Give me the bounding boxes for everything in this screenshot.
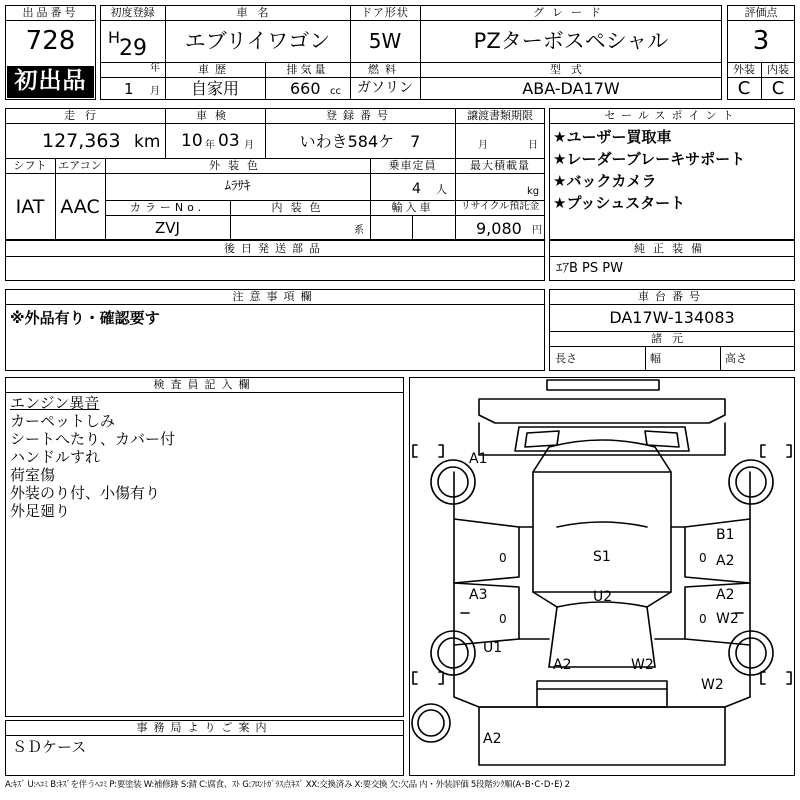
- damage-mark-a2: A2: [483, 731, 502, 747]
- inspector-note: カーペットしみ: [10, 412, 116, 430]
- recycle: 9,080: [476, 219, 522, 238]
- fuel: ガソリン: [357, 80, 413, 96]
- interior-label: 内装: [767, 63, 789, 76]
- history: 自家用: [190, 79, 239, 98]
- damage-mark-u1: U1: [483, 640, 503, 656]
- capacity-unit: 人: [436, 183, 447, 196]
- displacement-label: 排気量: [286, 63, 329, 76]
- transfer-label: 譲渡書類期限: [467, 109, 533, 122]
- inspector-note: エンジン異音: [10, 394, 100, 412]
- office-label: 事務局よりご案内: [136, 721, 273, 734]
- first-listing-badge: 初出品: [7, 66, 94, 98]
- displacement-unit: cc: [330, 86, 341, 97]
- genuine-label: 純正装備: [634, 242, 710, 255]
- listing-number: 728: [25, 26, 76, 56]
- plate: いわき584ケ 7: [299, 132, 421, 151]
- inspection-year-unit: 年: [205, 140, 215, 151]
- ext-color-label: 外装色: [209, 159, 266, 172]
- chassis-number: DA17W-134083: [609, 308, 735, 327]
- damage-mark-a1: A1: [469, 451, 488, 467]
- part-zero-mark: 0: [499, 612, 507, 626]
- caution-label: 注意事項欄: [232, 290, 318, 303]
- first-reg-year-unit: 年: [150, 63, 160, 74]
- era: H: [108, 28, 121, 47]
- mileage-label: 走行: [64, 109, 106, 122]
- int-color-unit: 系: [354, 225, 364, 236]
- ac: AAC: [60, 196, 100, 218]
- import-label: 輸入車: [391, 201, 434, 214]
- car-name-label: 車名: [236, 6, 279, 19]
- door: 5W: [368, 29, 402, 53]
- damage-mark-w2: W2: [701, 677, 724, 693]
- sales-point-item: ★プッシュスタート: [553, 194, 686, 212]
- int-color-label: 内装色: [271, 201, 329, 214]
- grade: PZターボスペシャル: [473, 29, 669, 53]
- inspection-year: 10: [181, 131, 203, 151]
- history-label: 車歴: [198, 63, 232, 76]
- sales-point-item: ★レーダーブレーキサポート: [553, 150, 746, 168]
- shift: IAT: [15, 196, 45, 218]
- sales-point-item: ★ユーザー買取車: [553, 128, 672, 146]
- displacement: 660: [290, 79, 321, 98]
- exterior-label: 外装: [733, 63, 755, 76]
- sales-points-label: セールスポイント: [604, 109, 740, 122]
- inspector-label: 検査員記入欄: [153, 378, 256, 391]
- first-reg-year: 29: [119, 36, 147, 61]
- first-reg-label: 初度登録: [110, 6, 155, 19]
- load-label: 最大積載量: [470, 159, 530, 172]
- office-note: ＳＤケース: [12, 738, 87, 756]
- first-reg-month: 1: [124, 80, 134, 98]
- score: 3: [752, 26, 770, 56]
- inspector-note: 外装のり付、小傷有り: [10, 484, 161, 502]
- legend-text: A:ｷｽﾞ U:ﾍｺﾐ B:ｷｽﾞを伴うﾍｺﾐ P:要塗装 W:補修跡 S:錆 C:腐食、ｽﾄ G:ﾌﾛﾝﾄｶﾞﾗｽ点ｷｽﾞ XX:交換済み X:要交換 欠:欠品 内・外装評価 5段階ﾗﾝｸ順(A･B･C･D･E) 2: [5, 780, 570, 790]
- car-name: エブリイワゴン: [184, 29, 331, 53]
- inspector-note: シートへたり、カバー付: [10, 430, 176, 448]
- chassis-label: 車台番号: [638, 290, 706, 303]
- recycle-label: リサイクル預託金: [460, 201, 540, 212]
- inspector-note: 外足廻り: [10, 502, 71, 520]
- score-label: 評価点: [744, 6, 778, 19]
- damage-mark-u2: U2: [593, 589, 613, 605]
- capacity-label: 乗車定員: [388, 159, 437, 172]
- ext-color: ﾑﾗｻｷ: [224, 179, 251, 194]
- inspection-month: 03: [218, 131, 240, 151]
- color-no: ZVJ: [155, 219, 180, 237]
- capacity: 4: [412, 181, 421, 197]
- part-zero-mark: 0: [499, 551, 507, 565]
- length-label: 長さ: [555, 352, 577, 365]
- damage-mark-w2: W2: [631, 657, 654, 673]
- listing-number-label: 出品番号: [22, 6, 79, 19]
- damage-mark-a2: A2: [716, 587, 735, 603]
- details-box: [5, 108, 545, 240]
- door-label: ドア形状: [361, 6, 409, 19]
- caution-text: ※外品有り・確認要す: [10, 309, 160, 327]
- inspector-note: ハンドルすれ: [10, 448, 101, 466]
- load-unit: kg: [527, 186, 540, 197]
- model-label: 型式: [550, 63, 592, 76]
- damage-mark-b1: B1: [716, 527, 735, 543]
- damage-mark-s1: S1: [593, 549, 611, 565]
- plate-label: 登録番号: [326, 109, 394, 122]
- damage-mark-a3: A3: [469, 587, 488, 603]
- damage-mark-w2: W2: [716, 611, 739, 627]
- width-label: 幅: [650, 352, 661, 365]
- damage-mark-a2: A2: [716, 553, 735, 569]
- mileage-unit: km: [134, 132, 161, 152]
- inspection-month-unit: 月: [244, 140, 254, 151]
- transfer-day-unit: 日: [528, 140, 538, 151]
- transfer-month-unit: 月: [478, 140, 488, 151]
- interior-grade: C: [771, 78, 785, 99]
- ac-label: エアコン: [58, 159, 102, 172]
- specs-label: 諸元: [651, 332, 693, 345]
- later-parts-label: 後日発送部品: [224, 242, 326, 255]
- damage-mark-a2: A2: [553, 657, 572, 673]
- mileage: 127,363: [42, 130, 121, 152]
- first-reg-month-unit: 月: [150, 86, 160, 97]
- genuine-equipment: ｴｱB PS PW: [556, 261, 623, 276]
- inspector-note: 荷室傷: [10, 466, 56, 484]
- inspection-label: 車検: [196, 109, 234, 122]
- recycle-unit: 円: [532, 225, 542, 236]
- height-label: 高さ: [725, 352, 747, 365]
- exterior-grade: C: [737, 78, 751, 99]
- shift-label: シフト: [13, 159, 47, 172]
- part-zero-mark: 0: [699, 551, 707, 565]
- part-zero-mark: 0: [699, 612, 707, 626]
- fuel-label: 燃料: [368, 63, 402, 76]
- color-no-label: カラーNo.: [129, 201, 206, 214]
- sales-point-item: ★バックカメラ: [553, 172, 657, 190]
- model: ABA-DA17W: [522, 79, 620, 98]
- car-diagram: [409, 377, 795, 776]
- grade-label: グレード: [533, 6, 609, 19]
